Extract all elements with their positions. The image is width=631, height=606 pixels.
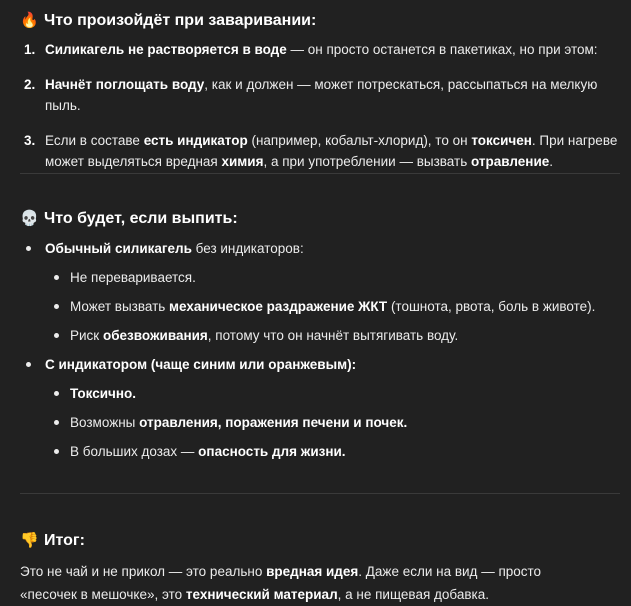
- bold-text: есть индикатор: [143, 132, 248, 148]
- list-item: [20, 238, 620, 346]
- text-run: . При нагреве может выделяться вредная: [45, 132, 618, 169]
- bold-text: опасность для жизни.: [198, 444, 346, 459]
- bold-text: Начнёт поглощать воду: [45, 76, 205, 92]
- bullet-list: [20, 238, 620, 470]
- sub-list-item-text: [70, 412, 620, 433]
- bold-text: механическое раздражение ЖКТ: [169, 299, 388, 314]
- skull-icon: 💀: [20, 210, 39, 227]
- text-run: Возможны: [70, 415, 140, 430]
- bold-text: С индикатором (чаще синим или оранжевым):: [45, 357, 357, 372]
- sub-list-item: [45, 412, 620, 433]
- section-heading-summary: [20, 530, 85, 552]
- list-number: 2.: [24, 76, 36, 92]
- text-run: Может вызвать: [70, 299, 170, 314]
- sub-list-item-text: [70, 325, 620, 346]
- bullet-dot: [54, 304, 59, 309]
- list-item-text: [45, 77, 597, 113]
- numbered-list: [20, 40, 620, 187]
- text-run: Это не чай и не прикол — это реально: [20, 564, 267, 579]
- text-run: .: [549, 153, 554, 169]
- text-run: (например, кобальт-хлорид), то он: [247, 132, 472, 148]
- sub-list: [45, 383, 620, 462]
- list-item-text: [45, 238, 620, 259]
- bold-text: токсичен: [471, 132, 532, 148]
- fire-icon: 🔥: [20, 12, 39, 29]
- bold-text: отравления, поражения печени и почек.: [139, 415, 408, 430]
- list-item: [20, 75, 620, 117]
- sub-list-item: [45, 325, 620, 346]
- bold-text: отравление: [470, 153, 550, 169]
- bullet-dot: [54, 391, 59, 396]
- text-run: . Даже если на вид — просто «песочек в мешочке», это: [20, 564, 542, 602]
- sub-list-item-text: [70, 296, 620, 317]
- bold-text: вредная идея: [266, 564, 359, 579]
- summary-paragraph: [20, 560, 595, 606]
- bold-text: химия: [221, 153, 264, 169]
- text-run: В больших дозах —: [70, 444, 199, 459]
- text-run: , а не пищевая добавка.: [337, 587, 489, 602]
- text-run: Риск: [70, 328, 103, 343]
- section-title: Что произойдёт при заваривании:: [44, 12, 317, 29]
- text-run: (тошнота, рвота, боль в животе).: [387, 299, 596, 314]
- bold-text: Токсично.: [70, 386, 137, 401]
- list-item-text: [45, 133, 617, 169]
- section-title: Итог:: [44, 532, 85, 549]
- divider: [20, 493, 620, 494]
- sub-list: [45, 267, 620, 346]
- bullet-dot: [54, 449, 59, 454]
- bullet-dot: [54, 333, 59, 338]
- sub-list-item-text: [70, 441, 620, 462]
- section-title: Что будет, если выпить:: [44, 210, 238, 227]
- bold-text: технический материал: [185, 587, 338, 602]
- bold-text: Обычный силикагель: [45, 241, 192, 256]
- sub-list-item: [45, 267, 620, 288]
- text-run: Не переваривается.: [70, 270, 196, 285]
- text-run: , как и должен — может потрескаться, рассыпаться на мелкую пыль.: [45, 76, 598, 113]
- bold-text: обезвоживания: [102, 328, 208, 343]
- text-run: — он просто останется в пакетиках, но при этом:: [286, 42, 598, 57]
- text-run: без индикаторов:: [191, 241, 304, 256]
- section-heading-drinking: [20, 208, 238, 230]
- thumbs-down-icon: 👎: [20, 532, 39, 549]
- sub-list-item-text: [70, 383, 620, 404]
- list-item-text: [45, 42, 598, 57]
- bold-text: Силикагель не растворяется в воде: [45, 42, 287, 57]
- list-item-text: [45, 354, 620, 375]
- bullet-dot: [26, 362, 31, 367]
- list-item: [20, 354, 620, 462]
- text-run: , потому что он начнёт вытягивать воду.: [207, 328, 459, 343]
- sub-list-item-text: [70, 267, 620, 288]
- text-run: Если в составе: [45, 132, 144, 148]
- bullet-dot: [54, 420, 59, 425]
- divider: [20, 173, 620, 174]
- text-run: , а при употреблении — вызвать: [263, 153, 471, 169]
- bullet-dot: [54, 275, 59, 280]
- list-number: 3.: [24, 132, 36, 148]
- sub-list-item: [45, 441, 620, 462]
- bullet-dot: [26, 246, 31, 251]
- list-number: 1.: [24, 42, 36, 57]
- list-item: [20, 131, 620, 173]
- list-item: [20, 40, 620, 61]
- sub-list-item: [45, 383, 620, 404]
- sub-list-item: [45, 296, 620, 317]
- section-heading-brewing: [20, 10, 316, 32]
